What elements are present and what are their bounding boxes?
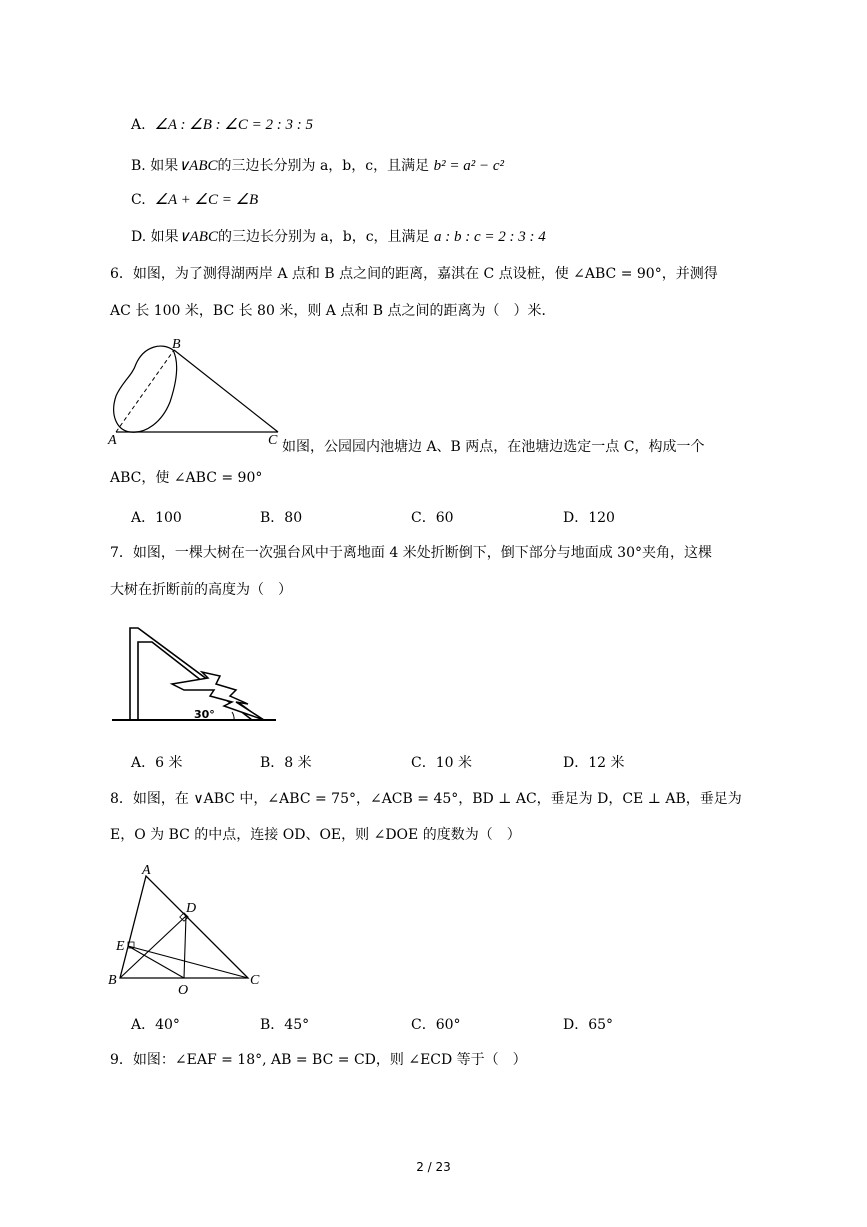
q6-line-2: AC 长 100 米，BC 长 80 米，则 A 点和 B 点之间的距离为（ ）米． (110, 303, 556, 319)
q5-option-c: C. ∠A + ∠C = ∠B (131, 192, 259, 208)
q5-option-a: A. ∠A : ∠B : ∠C = 2 : 3 : 5 (131, 117, 313, 133)
q7-option-c: C．10 米 (411, 755, 472, 771)
q8-option-b: B．45° (260, 1017, 310, 1033)
q6-caption-2: ABC，使 ∠ABC = 90° (110, 470, 263, 486)
q6-option-a: A．100 (131, 510, 182, 526)
q6-caption: 如图，公园园内池塘边 A、B 两点，在池塘边选定一点 C，构成一个 (282, 439, 705, 455)
page-number: 2 / 23 (416, 1160, 451, 1174)
q8-line-1: 8．如图，在 ∨ABC 中，∠ABC = 75°，∠ACB = 45°，BD ⊥ AC，垂足为 D，CE ⊥ AB，垂足为 (110, 791, 742, 807)
label-d: D (186, 901, 197, 916)
q5-option-b: B. 如果∨ABC的三边长分别为 a，b，c，且满足 b² = a² − c² (131, 158, 504, 174)
q7-option-d: D．12 米 (563, 755, 625, 771)
label-c: C (250, 973, 260, 988)
lake-outline (114, 346, 177, 432)
q8-option-a: A．40° (131, 1017, 180, 1033)
label-b: B (108, 973, 117, 988)
q8-triangle-figure (104, 860, 274, 1000)
q6-lake-figure (106, 336, 286, 448)
q7-line-1: 7．如图，一棵大树在一次强台风中于离地面 4 米处折断倒下，倒下部分与地面成 30°夹角，这棵 (110, 545, 712, 561)
label-a: A (108, 433, 117, 448)
q6-option-c: C．60 (411, 510, 454, 526)
q8-option-c: C．60° (411, 1017, 461, 1033)
label-a: A (142, 863, 151, 878)
q7-option-b: B．8 米 (260, 755, 312, 771)
q6-line-1: 6．如图，为了测得湖两岸 A 点和 B 点之间的距离，嘉淇在 C 点设桩，使 ∠ABC = 90°，并测得 (110, 266, 718, 282)
ab-dashed-line (116, 350, 174, 432)
bc-line (174, 350, 278, 432)
q7-tree-figure (112, 622, 280, 726)
q8-option-d: D．65° (563, 1017, 614, 1033)
q7-line-2: 大树在折断前的高度为（ ） (110, 582, 292, 598)
angle-label: 30° (194, 708, 215, 721)
break-zigzag (172, 672, 264, 720)
od-line (184, 916, 186, 978)
q6-option-d: D．120 (563, 510, 615, 526)
label-o: O (178, 983, 189, 998)
q6-option-b: B．80 (260, 510, 303, 526)
q8-line-2: E，O 为 BC 的中点，连接 OD、OE，则 ∠DOE 的度数为（ ） (110, 827, 521, 843)
label-b: B (172, 337, 181, 352)
label-c: C (268, 433, 278, 448)
q5-option-d: D. 如果∨ABC的三边长分别为 a，b，c，且满足 a : b : c = 2 : 3 : 4 (131, 229, 546, 245)
label-e: E (116, 939, 125, 954)
ce-line (128, 946, 248, 978)
q9-line-1: 9．如图：∠EAF = 18°, AB = BC = CD，则 ∠ECD 等于（ ） (110, 1052, 527, 1068)
q7-option-a: A．6 米 (131, 755, 183, 771)
